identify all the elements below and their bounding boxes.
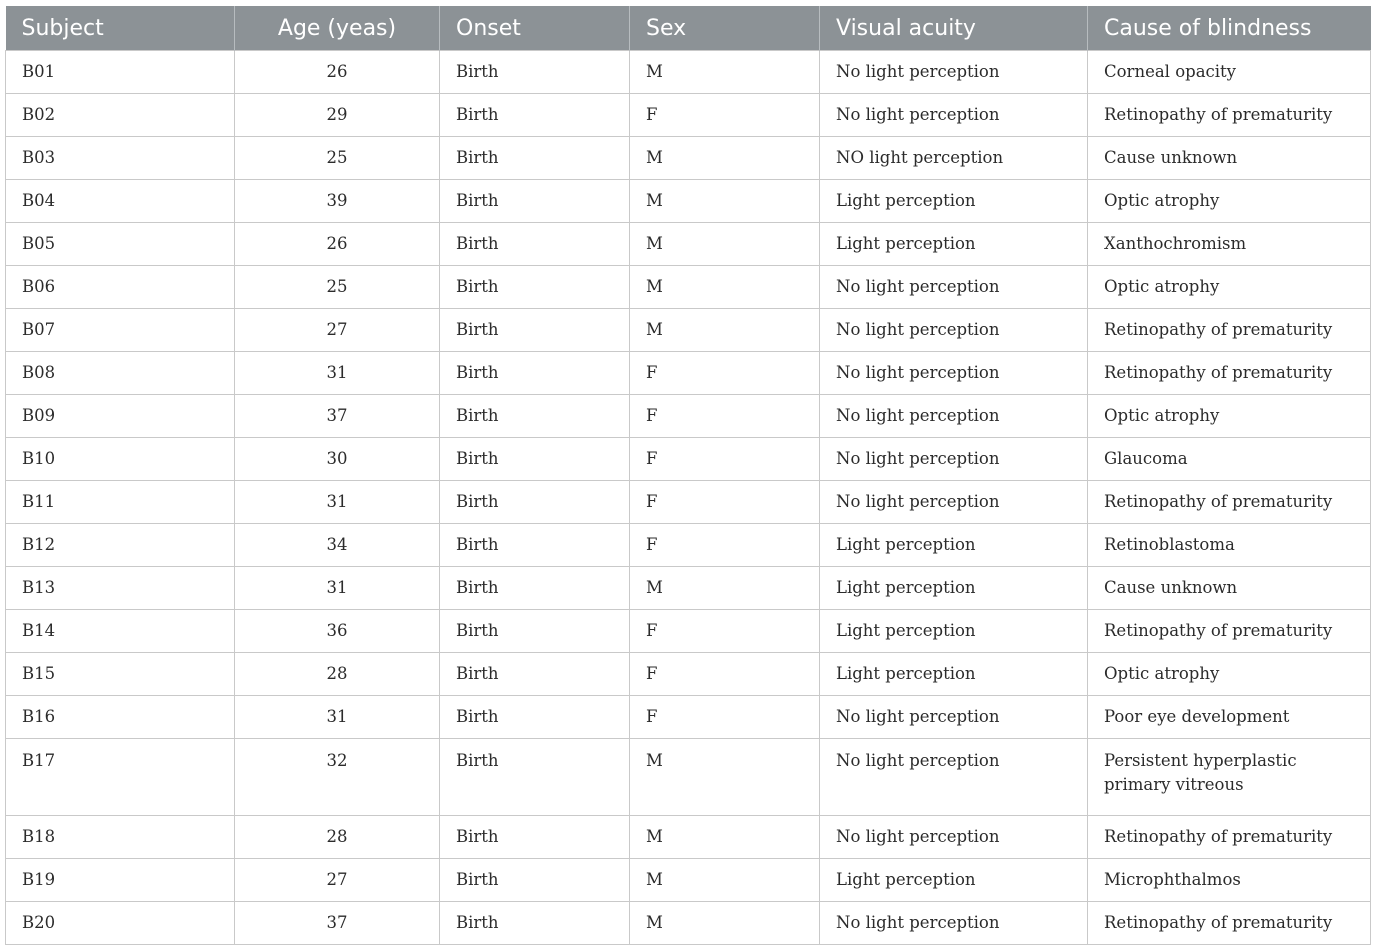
cell-cause: Poor eye development: [1088, 696, 1371, 739]
cell-sex: F: [630, 438, 820, 481]
header-onset: Onset: [440, 6, 630, 51]
cell-cause: Optic atrophy: [1088, 395, 1371, 438]
cell-visual-acuity: No light perception: [820, 481, 1088, 524]
cell-subject: B08: [6, 352, 235, 395]
cell-age: 29: [235, 94, 440, 137]
cell-subject: B18: [6, 816, 235, 859]
cell-age: 28: [235, 816, 440, 859]
cell-onset: Birth: [440, 438, 630, 481]
cell-age: 28: [235, 653, 440, 696]
cell-onset: Birth: [440, 223, 630, 266]
table-row: [6, 266, 1371, 309]
cell-sex: M: [630, 51, 820, 94]
cell-age: 39: [235, 180, 440, 223]
table-row: [6, 524, 1371, 567]
cell-cause: Optic atrophy: [1088, 266, 1371, 309]
cell-sex: M: [630, 859, 820, 902]
cell-sex: M: [630, 137, 820, 180]
cell-sex: F: [630, 352, 820, 395]
cell-age: 31: [235, 352, 440, 395]
cell-cause: Glaucoma: [1088, 438, 1371, 481]
cell-onset: Birth: [440, 816, 630, 859]
cell-sex: F: [630, 395, 820, 438]
cell-visual-acuity: No light perception: [820, 266, 1088, 309]
cell-visual-acuity: Light perception: [820, 524, 1088, 567]
header-age: Age (yeas): [235, 6, 440, 51]
cell-sex: F: [630, 524, 820, 567]
cell-subject: B20: [6, 902, 235, 945]
cell-onset: Birth: [440, 653, 630, 696]
cell-visual-acuity: No light perception: [820, 902, 1088, 945]
cell-onset: Birth: [440, 137, 630, 180]
cell-sex: M: [630, 266, 820, 309]
cell-cause: Corneal opacity: [1088, 51, 1371, 94]
header-visual-acuity: Visual acuity: [820, 6, 1088, 51]
table-row: [6, 610, 1371, 653]
table-row: [6, 859, 1371, 902]
cell-age: 37: [235, 902, 440, 945]
table-row: [6, 309, 1371, 352]
cell-onset: Birth: [440, 94, 630, 137]
data-table: [5, 6, 1371, 945]
cell-subject: B04: [6, 180, 235, 223]
cell-cause: Retinopathy of prematurity: [1088, 481, 1371, 524]
cell-age: 36: [235, 610, 440, 653]
header-cause-of-blindness: Cause of blindness: [1088, 6, 1371, 51]
cell-visual-acuity: Light perception: [820, 180, 1088, 223]
cell-cause: Retinoblastoma: [1088, 524, 1371, 567]
cell-age: 31: [235, 696, 440, 739]
table-row: [6, 395, 1371, 438]
cell-onset: Birth: [440, 567, 630, 610]
cell-visual-acuity: Light perception: [820, 653, 1088, 696]
cell-sex: M: [630, 739, 820, 816]
cell-visual-acuity: No light perception: [820, 739, 1088, 816]
cell-sex: F: [630, 610, 820, 653]
cell-subject: B14: [6, 610, 235, 653]
cell-visual-acuity: No light perception: [820, 696, 1088, 739]
cell-cause: Xanthochromism: [1088, 223, 1371, 266]
cell-cause: Optic atrophy: [1088, 653, 1371, 696]
cell-onset: Birth: [440, 51, 630, 94]
cell-cause: Optic atrophy: [1088, 180, 1371, 223]
cell-subject: B03: [6, 137, 235, 180]
cell-cause: Cause unknown: [1088, 567, 1371, 610]
cell-subject: B10: [6, 438, 235, 481]
cell-sex: M: [630, 223, 820, 266]
cell-onset: Birth: [440, 352, 630, 395]
cell-subject: B13: [6, 567, 235, 610]
cell-subject: B11: [6, 481, 235, 524]
cell-visual-acuity: No light perception: [820, 51, 1088, 94]
header-sex: Sex: [630, 6, 820, 51]
cell-subject: B02: [6, 94, 235, 137]
cell-cause: Retinopathy of prematurity: [1088, 816, 1371, 859]
cell-visual-acuity: Light perception: [820, 223, 1088, 266]
header-subject: Subject: [6, 6, 235, 51]
cell-age: 27: [235, 309, 440, 352]
table-body: [6, 51, 1371, 945]
cell-subject: B15: [6, 653, 235, 696]
cell-subject: B06: [6, 266, 235, 309]
cell-sex: F: [630, 94, 820, 137]
table-row: [6, 180, 1371, 223]
cell-visual-acuity: Light perception: [820, 859, 1088, 902]
table-row: [6, 739, 1371, 816]
cell-onset: Birth: [440, 481, 630, 524]
cell-subject: B17: [6, 739, 235, 816]
cell-cause: Cause unknown: [1088, 137, 1371, 180]
cell-sex: M: [630, 816, 820, 859]
cell-onset: Birth: [440, 395, 630, 438]
header-row: [6, 6, 1371, 51]
cell-visual-acuity: No light perception: [820, 816, 1088, 859]
cell-age: 32: [235, 739, 440, 816]
cell-cause: Retinopathy of prematurity: [1088, 309, 1371, 352]
cell-subject: B07: [6, 309, 235, 352]
table-header: [6, 6, 1371, 51]
cell-onset: Birth: [440, 739, 630, 816]
cell-onset: Birth: [440, 180, 630, 223]
cell-subject: B19: [6, 859, 235, 902]
cell-visual-acuity: No light perception: [820, 395, 1088, 438]
cell-age: 34: [235, 524, 440, 567]
table-row: [6, 653, 1371, 696]
cell-age: 30: [235, 438, 440, 481]
cell-visual-acuity: No light perception: [820, 352, 1088, 395]
cell-onset: Birth: [440, 902, 630, 945]
table-row: [6, 94, 1371, 137]
cell-onset: Birth: [440, 859, 630, 902]
cell-age: 37: [235, 395, 440, 438]
cell-age: 25: [235, 266, 440, 309]
table-row: [6, 223, 1371, 266]
cell-visual-acuity: No light perception: [820, 438, 1088, 481]
cell-sex: M: [630, 902, 820, 945]
cell-cause: Retinopathy of prematurity: [1088, 902, 1371, 945]
table-row: [6, 481, 1371, 524]
cell-onset: Birth: [440, 524, 630, 567]
cell-sex: F: [630, 481, 820, 524]
table-row: [6, 137, 1371, 180]
cell-subject: B12: [6, 524, 235, 567]
cell-onset: Birth: [440, 610, 630, 653]
cell-visual-acuity: NO light perception: [820, 137, 1088, 180]
cell-onset: Birth: [440, 266, 630, 309]
cell-visual-acuity: Light perception: [820, 567, 1088, 610]
cell-cause: Retinopathy of prematurity: [1088, 610, 1371, 653]
table-row: [6, 51, 1371, 94]
table-row: [6, 438, 1371, 481]
cell-cause: Microphthalmos: [1088, 859, 1371, 902]
table-row: [6, 902, 1371, 945]
cell-age: 31: [235, 567, 440, 610]
cell-onset: Birth: [440, 696, 630, 739]
cell-sex: M: [630, 309, 820, 352]
cell-age: 31: [235, 481, 440, 524]
cell-visual-acuity: No light perception: [820, 309, 1088, 352]
table-row: [6, 567, 1371, 610]
cell-sex: F: [630, 696, 820, 739]
cell-sex: M: [630, 567, 820, 610]
cell-age: 25: [235, 137, 440, 180]
table-row: [6, 816, 1371, 859]
cell-sex: F: [630, 653, 820, 696]
cell-subject: B05: [6, 223, 235, 266]
cell-age: 26: [235, 51, 440, 94]
cell-cause: Retinopathy of prematurity: [1088, 352, 1371, 395]
cell-cause: Persistent hyperplastic primary vitreous: [1088, 739, 1371, 816]
cell-age: 27: [235, 859, 440, 902]
table-row: [6, 696, 1371, 739]
cell-onset: Birth: [440, 309, 630, 352]
cell-cause: Retinopathy of prematurity: [1088, 94, 1371, 137]
cell-subject: B01: [6, 51, 235, 94]
cell-subject: B09: [6, 395, 235, 438]
cell-subject: B16: [6, 696, 235, 739]
table-row: [6, 352, 1371, 395]
cell-sex: M: [630, 180, 820, 223]
cell-visual-acuity: No light perception: [820, 94, 1088, 137]
cell-age: 26: [235, 223, 440, 266]
cell-visual-acuity: Light perception: [820, 610, 1088, 653]
